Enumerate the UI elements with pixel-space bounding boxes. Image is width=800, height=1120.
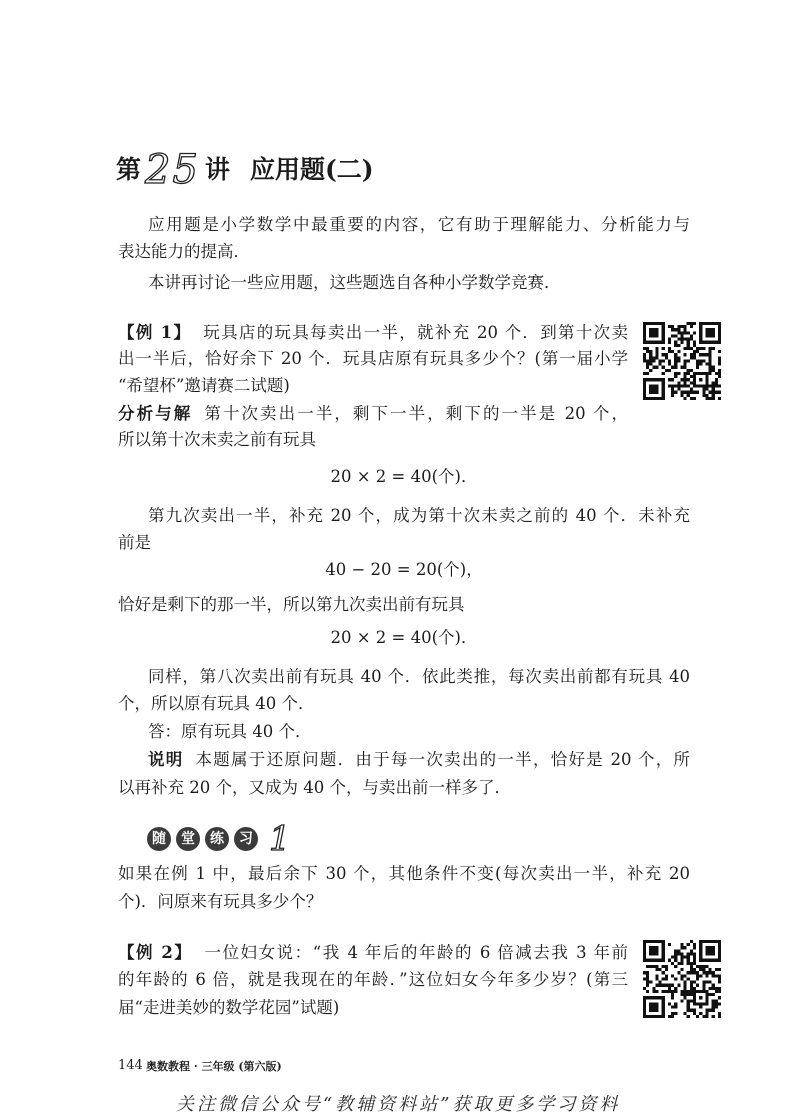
note-line xyxy=(148,749,690,771)
analysis-label: 分析与解 xyxy=(118,404,193,423)
qr-modules xyxy=(643,322,721,400)
practice-number: 1 xyxy=(269,819,291,859)
note-label: 说明 xyxy=(148,750,184,769)
book-title: 奥数教程 · 三年级 (第六版) xyxy=(146,1060,282,1073)
example-problem-text: 一位妇女说：“我 4 年后的年龄的 6 倍减去我 3 年前 xyxy=(204,943,628,962)
analysis-line: 第九次卖出一半，补充 20 个，成为第十次未卖之前的 40 个．未补充 xyxy=(148,506,690,525)
analysis-line: 前是 xyxy=(118,533,151,552)
example-problem-text: 玩具店的玩具每卖出一半，就补充 20 个．到第十次卖 xyxy=(203,323,628,342)
formula: 20 × 2 = 40(个)． xyxy=(330,467,478,486)
note-line: 以再补充 20 个，又成为 40 个，与卖出前一样多了． xyxy=(118,778,511,797)
answer-line: 答：原有玩具 40 个． xyxy=(148,722,312,741)
lesson-title xyxy=(116,147,374,193)
analysis-text: 第十次卖出一半，剩下一半，剩下的一半是 20 个， xyxy=(204,404,628,423)
example-problem-line xyxy=(118,942,628,964)
page-number: 144 xyxy=(118,1058,143,1073)
practice-badge: 堂 xyxy=(176,827,200,851)
qr-modules xyxy=(643,940,721,1018)
example-problem-line xyxy=(118,322,628,344)
practice-badge: 随 xyxy=(147,827,171,851)
lesson-number: 25 xyxy=(145,147,200,193)
lesson-title-suffix: 讲 xyxy=(204,155,230,184)
analysis-line: 恰好是剩下的那一半，所以第九次卖出前有玩具 xyxy=(118,595,465,614)
practice-line: 个)．问原来有玩具多少个？ xyxy=(118,892,323,911)
analysis-line: 所以第十次未卖之前有玩具 xyxy=(118,430,316,449)
practice-line: 如果在例 1 中，最后余下 30 个，其他条件不变(每次卖出一半，补充 20 xyxy=(118,864,690,883)
note-text: 本题属于还原问题．由于每一次卖出的一半，恰好是 20 个，所 xyxy=(195,750,690,769)
example-problem-line: “希望杯”邀请赛二试题) xyxy=(118,376,290,395)
example-label: 【例 1】 xyxy=(118,323,192,342)
example-problem-line: 出一半后，恰好余下 20 个．玩具店原有玩具多少个？(第一届小学 xyxy=(118,349,628,368)
practice-badge: 习 xyxy=(234,827,258,851)
example-label: 【例 2】 xyxy=(118,943,193,962)
intro-line: 应用题是小学数学中最重要的内容，它有助于理解能力、分析能力与 xyxy=(148,215,690,234)
qr-code[interactable] xyxy=(643,322,721,400)
formula: 40 − 20 = 20(个)， xyxy=(325,560,483,579)
practice-badge: 练 xyxy=(205,827,229,851)
analysis-line: 个，所以原有玩具 40 个． xyxy=(118,694,315,713)
practice-header xyxy=(147,819,291,859)
lesson-title-prefix: 第 xyxy=(116,155,142,184)
analysis-line: 同样，第八次卖出前有玩具 40 个．依此类推，每次卖出前都有玩具 40 xyxy=(148,667,690,686)
footer-watermark: 关注微信公众号“教辅资料站”获取更多学习资料 xyxy=(176,1094,621,1115)
example-problem-line: 届“走进美妙的数学花园”试题) xyxy=(118,998,340,1017)
example-problem-line: 的年龄的 6 倍，就是我现在的年龄．”这位妇女今年多少岁？(第三 xyxy=(118,970,628,989)
qr-code[interactable] xyxy=(643,940,721,1018)
intro-line: 本讲再讨论一些应用题，这些题选自各种小学数学竞赛． xyxy=(148,273,561,292)
intro-line: 表达能力的提高． xyxy=(118,242,250,261)
analysis-line xyxy=(118,403,628,425)
lesson-topic: 应用题(二) xyxy=(249,155,374,184)
formula: 20 × 2 = 40(个)． xyxy=(330,628,478,647)
